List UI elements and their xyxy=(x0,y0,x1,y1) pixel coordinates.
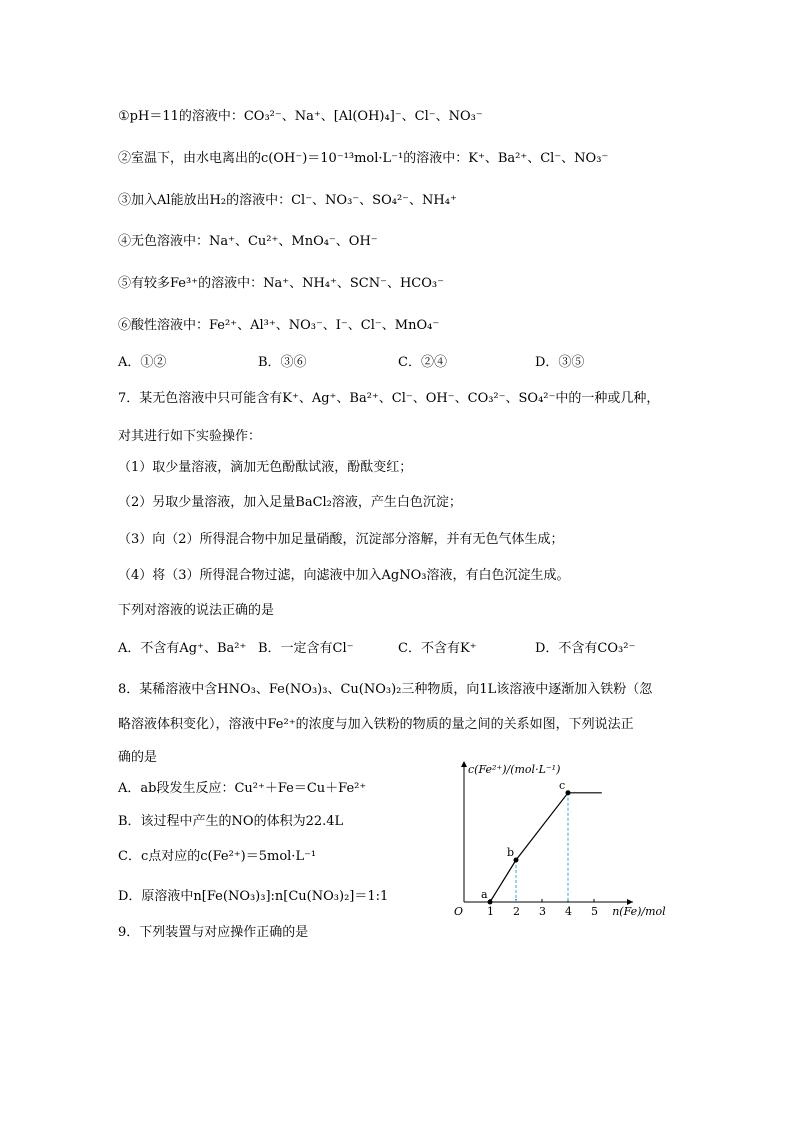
point-a xyxy=(488,900,493,905)
y-axis-label: c(Fe²⁺)/(mol·L⁻¹) xyxy=(468,763,561,776)
text-line-c8: C．c点对应的c(Fe²⁺)＝5mol·L⁻¹ xyxy=(118,849,317,864)
text-line-q9: 9．下列装置与对应操作正确的是 xyxy=(118,925,309,940)
text-line-b8: B．该过程中产生的NO的体积为22.4L xyxy=(118,814,344,829)
text-line-q8c: 确的是 xyxy=(118,750,158,765)
x-tick-label-2: 2 xyxy=(513,905,520,918)
text-line-s4: （4）将（3）所得混合物过滤，向滤液中加入AgNO₃溶液，有白色沉淀生成。 xyxy=(118,568,570,583)
options7-choice-1: B．一定含有Cl⁻ xyxy=(258,641,354,656)
x-tick-label-4: 4 xyxy=(565,905,572,918)
text-line-s3: （3）向（2）所得混合物中加足量硝酸，沉淀部分溶解，并有无色气体生成； xyxy=(118,532,564,547)
text-line-l1: ①pH＝11的溶液中：CO₃²⁻、Na⁺、[Al(OH)₄]⁻、Cl⁻、NO₃⁻ xyxy=(118,109,483,124)
text-line-d8: D．原溶液中n[Fe(NO₃)₃]:n[Cu(NO₃)₂]＝1:1 xyxy=(118,889,389,904)
x-tick-label-3: 3 xyxy=(539,905,546,918)
x-axis-label: n(Fe)/mol xyxy=(612,905,666,918)
text-line-l5: ⑤有较多Fe³⁺的溶液中：Na⁺、NH₄⁺、SCN⁻、HCO₃⁻ xyxy=(118,276,444,291)
options7-choice-3: D．不含有CO₃²⁻ xyxy=(535,641,636,656)
text-line-q7: 7．某无色溶液中只可能含有K⁺、Ag⁺、Ba²⁺、Cl⁻、OH⁻、CO₃²⁻、SO₄²⁻中的一种或几种， xyxy=(118,391,660,406)
text-line-s1: （1）取少量溶液，滴加无色酚酞试液，酚酞变红； xyxy=(118,460,413,475)
text-line-q8b: 略溶液体积变化），溶液中Fe²⁺的浓度与加入铁粉的物质的量之间的关系如图，下列说法正 xyxy=(118,717,634,732)
text-line-l6: ⑥酸性溶液中：Fe²⁺、Al³⁺、NO₃⁻、I⁻、Cl⁻、MnO₄⁻ xyxy=(118,318,440,333)
x-tick-label-1: 1 xyxy=(487,905,494,918)
options6-choice-1: B．③⑥ xyxy=(258,355,307,370)
options6-choice-2: C．②④ xyxy=(398,355,447,370)
text-line-l3: ③加入Al能放出H₂的溶液中：Cl⁻、NO₃⁻、SO₄²⁻、NH₄⁺ xyxy=(118,193,457,208)
text-line-a8: A．ab段发生反应：Cu²⁺＋Fe＝Cu＋Fe²⁺ xyxy=(118,781,367,796)
point-label-b: b xyxy=(507,846,515,859)
text-line-q8: 8．某稀溶液中含HNO₃、Fe(NO₃)₃、Cu(NO₃)₂三种物质，向1L该溶液中逐渐加入铁粉（忽 xyxy=(118,682,653,697)
origin-label: O xyxy=(454,905,464,918)
options6-choice-3: D．③⑤ xyxy=(535,355,585,370)
options7-choice-0: A．不含有Ag⁺、Ba²⁺ xyxy=(118,641,247,656)
options6-choice-0: A．①② xyxy=(118,355,167,370)
text-line-l4: ④无色溶液中：Na⁺、Cu²⁺、MnO₄⁻、OH⁻ xyxy=(118,234,378,249)
y-axis-arrow xyxy=(461,761,467,767)
point-b xyxy=(514,858,519,863)
point-label-a: a xyxy=(481,888,488,901)
text-line-q7q: 下列对溶液的说法正确的是 xyxy=(118,603,275,618)
text-line-l2: ②室温下，由水电离出的c(OH⁻)＝10⁻¹³mol·L⁻¹的溶液中：K⁺、Ba²⁺、Cl⁻、NO₃⁻ xyxy=(118,151,609,166)
point-label-c: c xyxy=(559,778,566,792)
options7-choice-2: C．不含有K⁺ xyxy=(398,641,477,656)
x-tick-label-5: 5 xyxy=(591,905,598,918)
point-c xyxy=(566,790,571,795)
text-line-q7b: 对其进行如下实验操作： xyxy=(118,429,262,444)
text-line-s2: （2）另取少量溶液，加入足量BaCl₂溶液，产生白色沉淀； xyxy=(118,495,462,510)
fe2-concentration-chart xyxy=(450,755,680,925)
